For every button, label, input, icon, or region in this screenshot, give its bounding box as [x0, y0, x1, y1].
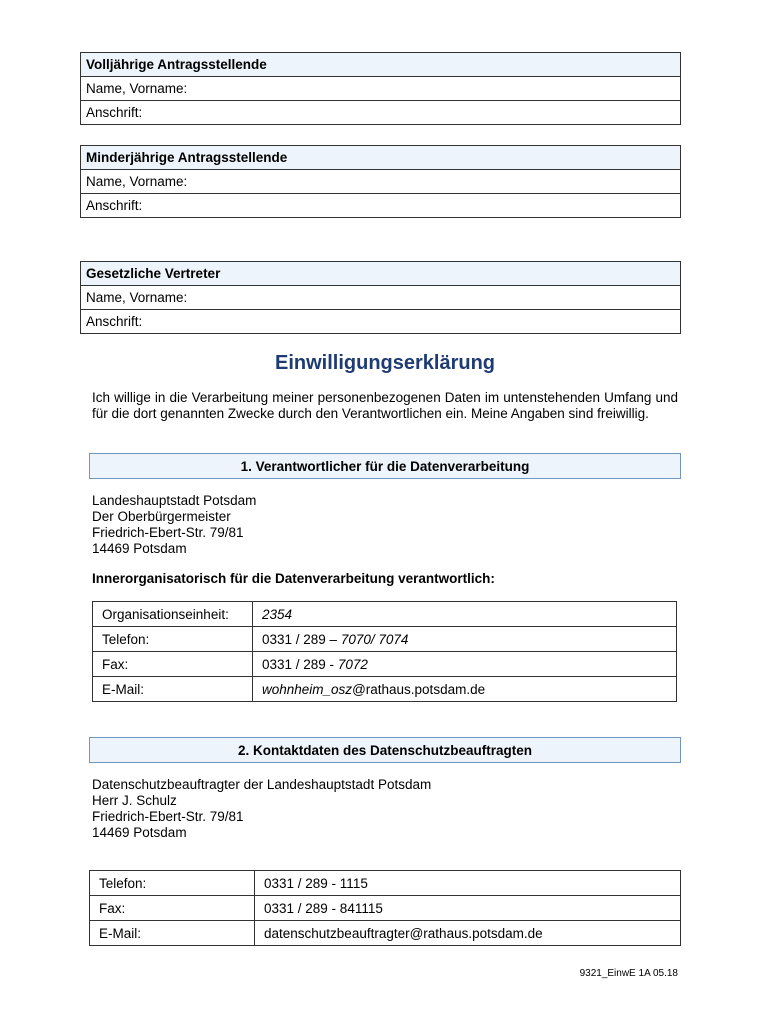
- fax-label: Fax:: [93, 652, 253, 677]
- email-domain: @rathaus.potsdam.de: [352, 681, 486, 697]
- table-row: [90, 921, 681, 946]
- dpo-phone-value: 0331 / 289 - 1115: [255, 871, 681, 896]
- controller-contact-table: [92, 601, 677, 702]
- table-row: [90, 871, 681, 896]
- address-line: Friedrich-Ebert-Str. 79/81: [92, 525, 244, 540]
- legal-guardian-heading: Gesetzliche Vertreter: [81, 262, 680, 285]
- document-code: 9321_EinwE 1A 05.18: [579, 968, 678, 979]
- section2-heading: 2. Kontaktdaten des Datenschutzbeauftragten: [89, 737, 681, 763]
- address-line: 14469 Potsdam: [92, 825, 187, 840]
- table-row: [93, 627, 677, 652]
- dpo-address: [92, 777, 431, 841]
- adult-address-field[interactable]: Anschrift:: [81, 100, 680, 124]
- address-line: Herr J. Schulz: [92, 793, 177, 808]
- phone-extension: 7070/ 7074: [340, 631, 409, 647]
- phone-prefix: 0331 / 289 –: [262, 631, 341, 647]
- email-label: E-Mail:: [93, 677, 253, 702]
- org-unit-value: 2354: [253, 602, 677, 627]
- dpo-fax-value: 0331 / 289 - 841115: [255, 896, 681, 921]
- fax-extension: 7072: [337, 656, 368, 672]
- minor-name-field[interactable]: Name, Vorname:: [81, 169, 680, 193]
- minor-applicant-heading: Minderjährige Antragsstellende: [81, 146, 680, 169]
- address-line: Friedrich-Ebert-Str. 79/81: [92, 809, 244, 824]
- fax-value: [253, 652, 677, 677]
- address-line: Der Oberbürgermeister: [92, 509, 231, 524]
- adult-applicant-box: [80, 52, 681, 125]
- document-title: Einwilligungserklärung: [274, 352, 496, 374]
- adult-name-field[interactable]: Name, Vorname:: [81, 76, 680, 100]
- adult-applicant-heading: Volljährige Antragsstellende: [81, 53, 680, 76]
- email-user: wohnheim_osz: [262, 681, 353, 697]
- minor-applicant-box: [80, 145, 681, 218]
- org-unit-label: Organisationseinheit:: [93, 602, 253, 627]
- address-line: 14469 Potsdam: [92, 541, 187, 556]
- legal-guardian-box: [80, 261, 681, 334]
- guardian-address-field[interactable]: Anschrift:: [81, 309, 680, 333]
- dpo-email-value: datenschutzbeauftragter@rathaus.potsdam.de: [255, 921, 681, 946]
- guardian-name-field[interactable]: Name, Vorname:: [81, 285, 680, 309]
- dpo-phone-label: Telefon:: [90, 871, 255, 896]
- phone-label: Telefon:: [93, 627, 253, 652]
- address-line: Landeshauptstadt Potsdam: [92, 493, 257, 508]
- table-row: [93, 677, 677, 702]
- table-row: [93, 652, 677, 677]
- fax-prefix: 0331 / 289 -: [262, 656, 338, 672]
- dpo-email-label: E-Mail:: [90, 921, 255, 946]
- minor-address-field[interactable]: Anschrift:: [81, 193, 680, 217]
- dpo-contact-table: [89, 870, 681, 946]
- controller-address: [92, 493, 256, 557]
- phone-value: [253, 627, 677, 652]
- email-value: [253, 677, 677, 702]
- consent-intro: Ich willige in die Verarbeitung meiner personenbezogenen Daten im untenstehenden Umfang und für die dort genannten Zwecke durch den Verantwortlichen ein. Meine Angaben sind freiwillig.: [92, 390, 678, 421]
- address-line: Datenschutzbeauftragter der Landeshauptstadt Potsdam: [92, 777, 432, 792]
- internal-responsible-heading: Innerorganisatorisch für die Datenverarbeitung verantwortlich:: [92, 571, 495, 586]
- table-row: [90, 896, 681, 921]
- section1-heading: 1. Verantwortlicher für die Datenverarbeitung: [89, 453, 681, 479]
- dpo-fax-label: Fax:: [90, 896, 255, 921]
- table-row: [93, 602, 677, 627]
